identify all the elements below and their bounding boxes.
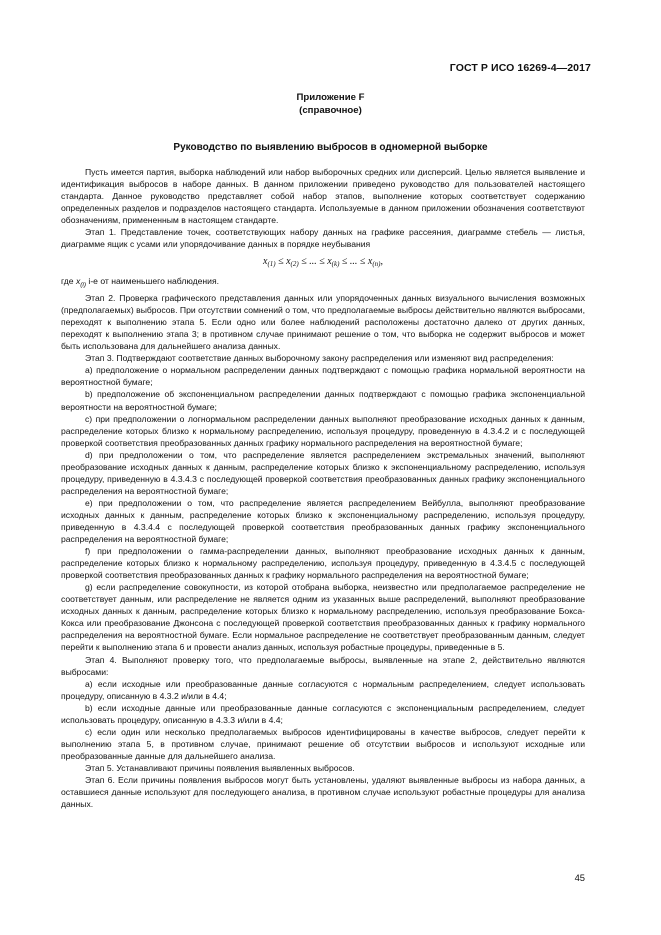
document-body — [61, 166, 585, 810]
paragraph-step-5: Этап 5. Устанавливают причины появления выявленных выбросов. — [85, 762, 355, 773]
list-item-3g: g) если распределение совокупности, из которой отобрана выборка, неизвестно или предполагаемое распределение не соответствует данным, или распределение не является одним из указанных выше распределений, выполняют преобразование исходных данных к данным, распределение которых близко к нормальному распределению, используя преобразование Бокса-Кокса или преобразование Джонсона с последующей проверкой соответствия преобразованных данных к графику нормального распределения на вероятностной бумаге. Если нормальное распределение не соответствует преобразованным данным, следует перейти к выполнению этапа 6 и провести анализ данных, используя робастные процедуры, приведенные в 5. — [61, 582, 585, 653]
list-item-3c: c) при предположении о логнормальном распределении данных выполняют преобразование исходных данных к данным, распределение которых близко к нормальному распределению, используя процедуру, проведенную в 4.3.4.2 и с последующей проверкой соответствия преобразованных данных графику нормального распределения на вероятностной бумаге; — [61, 413, 585, 448]
standard-header: ГОСТ Р ИСО 16269-4—2017 — [449, 62, 591, 74]
paragraph-step-4: Этап 4. Выполняют проверку того, что предполагаемые выбросы, выявленные на этапе 2, действительно являются выбросами: — [61, 654, 585, 677]
list-item-4a: a) если исходные или преобразованные данные согласуются с нормальным распределением, следует использовать процедуру, описанную в 4.3.2 и/или в 4.4; — [61, 678, 585, 701]
page-number: 45 — [574, 872, 585, 883]
list-item-3e: e) при предположении о том, что распределение является распределением Вейбулла, выполняют преобразование исходных данных к данным, распределение которых близко к экспоненциальному распределению, используя процедуру, приведенную в 4.3.4.4 с последующей проверкой соответствия преобразованных данных графику экспоненциального распределения на вероятностной бумаге; — [61, 497, 585, 545]
where-suffix: i-е от наименьшего наблюдения. — [86, 276, 219, 287]
list-item-3b: b) предположение об экспоненциальном распределении данных подтверждают с помощью графика экспоненциальной вероятности на вероятностной бумаге; — [61, 389, 585, 412]
where-subscript: (i) — [80, 282, 87, 290]
where-prefix: где — [61, 276, 76, 287]
list-item-3a: a) предположение о нормальном распределении данных подтверждают с помощью графика нормальной вероятности на вероятностной бумаге; — [61, 365, 585, 388]
where-variable: x — [75, 276, 81, 287]
list-item-3f: f) при предположении о гамма-распределении данных, выполняют преобразование исходных данных к данным, распределение которых близко к нормальному распределению, используя процедуру, приведенную в 4.3.4.5 с последующей проверкой соответствия преобразованных данных к графику нормального распределения на вероятностной бумаге; — [61, 546, 585, 581]
formula-explanation — [61, 275, 585, 292]
order-statistics-formula: $x_{(1)} \le x_{(2)}$ ≤ ... ≤ $x_{(k)}$ ≤ ... ≤ $x_{(n)}$, — [262, 256, 384, 269]
annex-heading — [0, 91, 661, 117]
section-title: Руководство по выявлению выбросов в одномерной выборке — [173, 142, 488, 153]
list-item-3d: d) при предположении о том, что распределение является распределением экстремальных значений, выполняют преобразование исходных данных к данным, распределение которых близко к экспоненциальному распределению, используя процедуру, приведенную в 4.3.4.3 с последующей проверкой соответствия преобразованных данных графику экспоненциального распределения на вероятностной бумаге; — [61, 449, 585, 496]
paragraph-intro: Пусть имеется партия, выборка наблюдений или набор выборочных средних или дисперсий. Целью является выявление и идентификация выбросов в наборе данных. В данном приложении приведено руководство для пользователей настоящего стандарта. Данное руководство представляет собой набор этапов, выполнение которых соответствует содержанию определенных разделов и подразделов настоящего стандарта. Используемые в данном приложении обозначения соответствуют обозначениям, примененным в настоящем стандарте. — [61, 167, 585, 226]
list-item-4c: c) если один или несколько предполагаемых выбросов идентифицированы в качестве выбросов, следует перейти к выполнению этапа 5, в противном случае, принимают решение об отсутствии выбросов и используют исходные или преобразованные данные для дальнейшего анализа. — [61, 726, 585, 761]
paragraph-step-6: Этап 6. Если причины появления выбросов могут быть установлены, удаляют выявленные выбросы из набора данных, а оставшиеся данные используют для последующего анализа, в противном случае используют робастные процедуры для анализа данных. — [61, 774, 585, 810]
paragraph-step-3: Этап 3. Подтверждают соответствие данных выборочному закону распределения или изменяют вид распределения: — [85, 353, 554, 364]
paragraph-step-1: Этап 1. Представление точек, соответствующих набору данных на графике рассеяния, диаграмме стебель — листья, диаграмме ящик с усами или упорядочивание данных в порядке неубывания — [61, 227, 585, 250]
annex-subtitle: (справочное) — [299, 105, 362, 116]
paragraph-step-2: Этап 2. Проверка графического представления данных или упорядоченных данных визуального вычисления возможных (предполагаемых) выбросов. При отсутствии сомнений о том, что предполагаемые выбросы действительно являются выбросами, переходят к выполнению этапа 5. Если одно или более наблюдений расположены достаточно далеко от других данных, переходят к выполнению этапа 3; в противном случае принимают решение о том, что выборка не содержит выбросов и может быть использована для дальнейшего анализа данных. — [61, 293, 585, 352]
annex-title: Приложение F — [296, 92, 365, 103]
list-item-4b: b) если исходные данные или преобразованные данные согласуются с экспоненциальным распределением, следует использовать процедуру, описанную в 4.3.3 и/или в 4.4; — [61, 702, 585, 725]
